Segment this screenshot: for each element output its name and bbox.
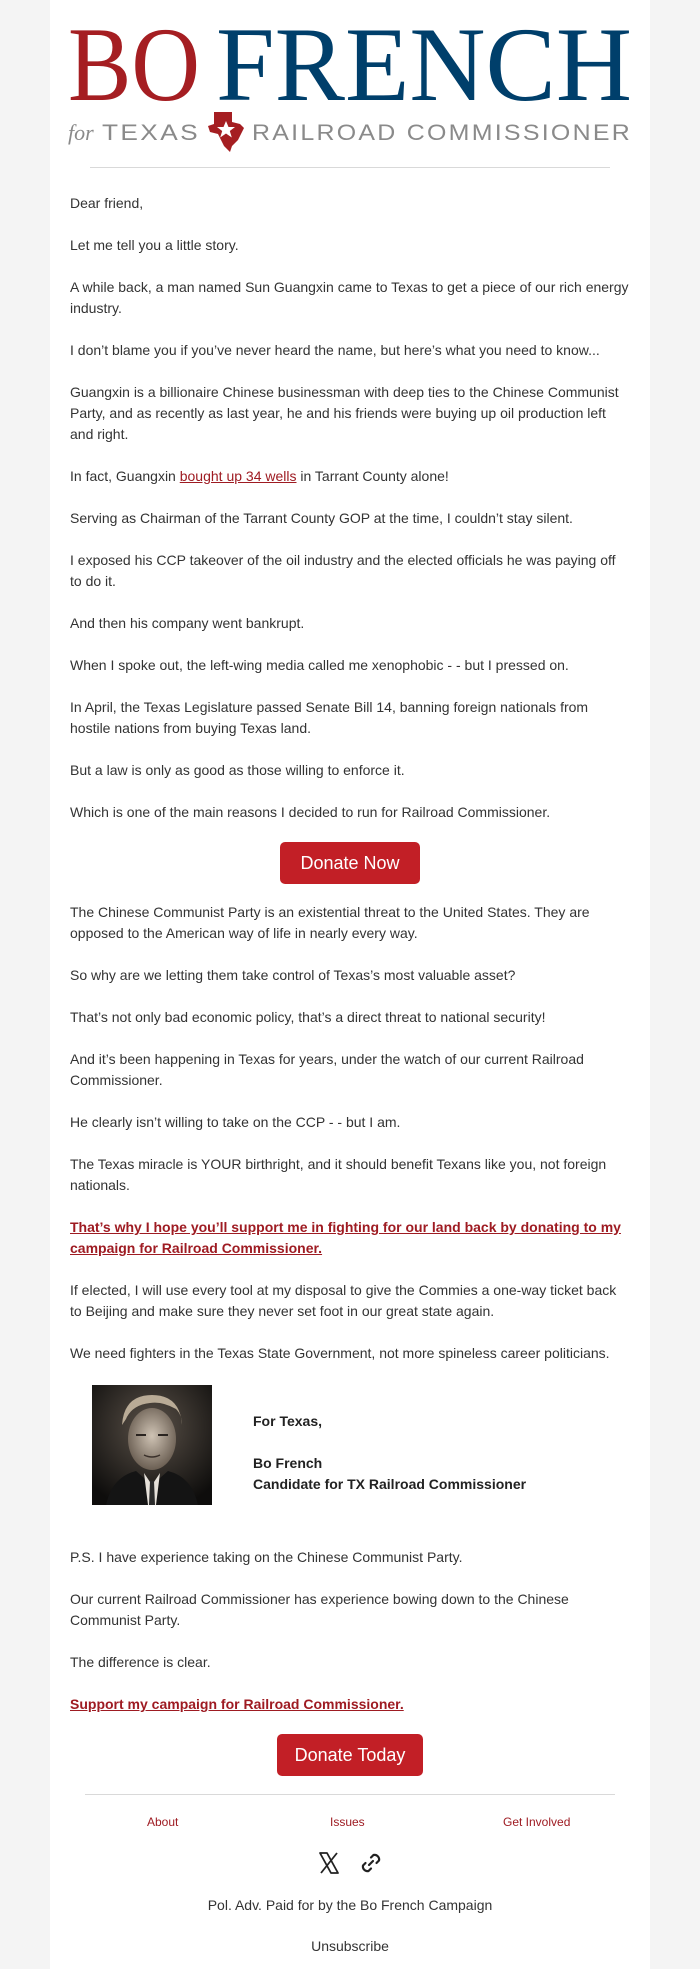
donate-now-row <box>70 842 630 884</box>
paragraph: A while back, a man named Sun Guangxin came to Texas to get a piece of our rich energy industry. <box>70 279 629 316</box>
paragraph: So why are we letting them take control of Texas’s most valuable asset? <box>70 967 516 983</box>
donate-today-row <box>70 1734 630 1776</box>
wells-link[interactable]: bought up 34 wells <box>179 468 297 484</box>
paragraph: Let me tell you a little story. <box>70 237 239 253</box>
texas-star-icon <box>208 112 244 152</box>
paragraph: Serving as Chairman of the Tarrant County GOP at the time, I couldn’t stay silent. <box>70 510 573 526</box>
paragraph: P.S. I have experience taking on the Chinese Communist Party. <box>70 1549 463 1565</box>
paragraph: The Chinese Communist Party is an existential threat to the United States. They are opposed to the American way of life in nearly every way. <box>70 904 590 941</box>
candidate-portrait <box>92 1385 212 1505</box>
logo-last-name: FRENCH <box>216 14 632 110</box>
paragraph: Guangxin is a billionaire Chinese businessman with deep ties to the Chinese Communist Party, and as recently as last year, he and his friends were buying up oil production left and right. <box>70 384 619 442</box>
donate-cta-link[interactable]: That’s why I hope you’ll support me in fighting for our land back by donating to my campaign for Railroad Commissioner. <box>70 1219 621 1256</box>
paragraph: I exposed his CCP takeover of the oil industry and the elected officials he was paying off to do it. <box>70 552 616 589</box>
fact-prefix: In fact, Guangxin <box>70 468 180 484</box>
paragraph: The difference is clear. <box>70 1654 211 1670</box>
paragraph: He clearly isn’t willing to take on the CCP - - but I am. <box>70 1114 401 1130</box>
fact-suffix: in Tarrant County alone! <box>296 468 449 484</box>
header-divider <box>90 167 610 168</box>
footer-link-issues[interactable]: Issues <box>330 1815 365 1829</box>
logo-office: RAILROAD COMMISSIONER <box>252 120 632 145</box>
footer-divider <box>85 1794 615 1795</box>
email-page <box>50 0 650 1969</box>
link-icon[interactable] <box>358 1850 384 1876</box>
logo-first-name: BO <box>68 14 200 110</box>
signature-block <box>70 1385 630 1527</box>
paid-for-disclaimer: Pol. Adv. Paid for by the Bo French Campaign <box>207 1897 493 1913</box>
paragraph: And it’s been happening in Texas for years, under the watch of our current Railroad Commissioner. <box>70 1051 584 1088</box>
signature-title: Candidate for TX Railroad Commissioner <box>253 1476 527 1492</box>
paragraph: That’s not only bad economic policy, that’s a direct threat to national security! <box>70 1009 546 1025</box>
donate-today-button[interactable]: Donate Today <box>277 1734 424 1776</box>
signature-closing: For Texas, <box>253 1413 322 1429</box>
x-icon[interactable] <box>316 1850 342 1876</box>
footer-link-get-involved[interactable]: Get Involved <box>503 1815 571 1829</box>
paragraph: Our current Railroad Commissioner has experience bowing down to the Chinese Communist Party. <box>70 1591 569 1628</box>
support-paragraph <box>70 1694 630 1715</box>
paragraph: If elected, I will use every tool at my disposal to give the Commies a one-way ticket back to Beijing and make sure they never set foot in our great state again. <box>70 1282 617 1319</box>
logo-name <box>68 14 632 110</box>
paragraph: In April, the Texas Legislature passed Senate Bill 14, banning foreign nationals from hostile nations from buying Texas land. <box>70 699 589 736</box>
footer-nav <box>50 1815 650 1835</box>
logo-for: for <box>68 120 94 145</box>
campaign-logo <box>68 14 632 154</box>
paragraph: But a law is only as good as those willing to enforce it. <box>70 762 405 778</box>
logo-subtitle <box>68 108 632 154</box>
logo-state: TEXAS <box>102 120 200 145</box>
support-campaign-link[interactable]: Support my campaign for Railroad Commissioner. <box>70 1696 404 1712</box>
paragraph: Dear friend, <box>70 195 144 211</box>
paragraph: And then his company went bankrupt. <box>70 615 305 631</box>
email-body <box>70 193 630 1794</box>
paragraph: When I spoke out, the left-wing media called me xenophobic - - but I pressed on. <box>70 657 569 673</box>
signature-name: Bo French <box>253 1455 323 1471</box>
signature-text <box>253 1411 526 1495</box>
paragraph-wells <box>70 466 630 487</box>
paragraph: The Texas miracle is YOUR birthright, and it should benefit Texans like you, not foreign nationals. <box>70 1156 607 1193</box>
cta-paragraph <box>70 1217 630 1259</box>
paragraph: Which is one of the main reasons I decided to run for Railroad Commissioner. <box>70 804 551 820</box>
paragraph: We need fighters in the Texas State Government, not more spineless career politicians. <box>70 1345 610 1361</box>
footer-link-about[interactable]: About <box>147 1815 179 1829</box>
donate-now-button[interactable]: Donate Now <box>280 842 419 884</box>
unsubscribe-link[interactable]: Unsubscribe <box>311 1938 389 1954</box>
paragraph: I don’t blame you if you’ve never heard the name, but here’s what you need to know... <box>70 342 600 358</box>
